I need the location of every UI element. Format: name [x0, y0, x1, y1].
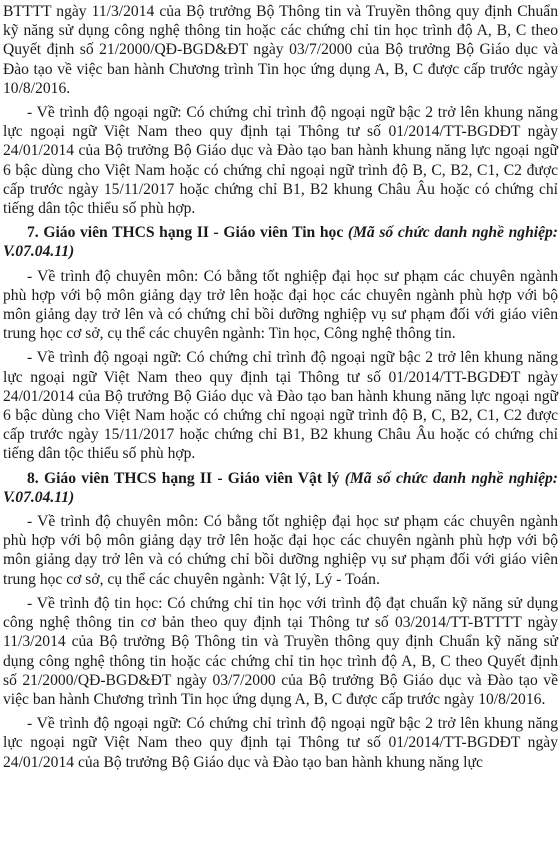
paragraph-professional-requirement-physics: - Về trình độ chuyên môn: Có bằng tốt nghiệp đại học sư phạm các chuyên ngành phù hợp với bộ môn giảng dạy trở lên hoặc đại học các chuyên ngành phù hợp với bộ môn giảng dạy trở lên và có chứng chỉ bồi dưỡng nghiệp vụ sư phạm đối với giáo viên trung học cơ sở, cụ thể các chuyên ngành: Vật lý, Lý - Toán. [3, 513, 558, 588]
section-heading-8-title: 8. Giáo viên THCS hạng II - Giáo viên Vật lý [27, 469, 345, 487]
section-heading-8-code: (Mã số chức danh nghề nghiệp: V.07.04.11) [3, 469, 558, 506]
paragraph-professional-requirement-informatics: - Về trình độ chuyên môn: Có bằng tốt nghiệp đại học sư phạm các chuyên ngành phù hợp với bộ môn giảng dạy trở lên hoặc đại học các chuyên ngành phù hợp với bộ môn giảng dạy trở lên và có chứng chỉ bồi dưỡng nghiệp vụ sư phạm đối với giáo viên trung học cơ sở, cụ thể các chuyên ngành: Tin học, Công nghệ thông tin. [3, 267, 558, 343]
section-heading-7-code: (Mã số chức danh nghề nghiệp: V.07.04.11) [3, 224, 558, 261]
paragraph-foreign-language-requirement: - Về trình độ ngoại ngữ: Có chứng chỉ trình độ ngoại ngữ bậc 2 trở lên khung năng lực ngoại ngữ Việt Nam theo quy định tại Thông tư số 01/2014/TT-BGDĐT ngày 24/01/2014 của Bộ trưởng Bộ Giáo dục và Đào tạo ban hành khung năng lực ngoại ngữ 6 bậc dùng cho Việt Nam hoặc có chứng chỉ ngoại ngữ trình độ B, C, B2, C1, C2 được cấp trước ngày 15/11/2017 hoặc chứng chỉ B1, B2 khung Châu Âu hoặc có chứng chỉ tiếng dân tộc thiểu số phù hợp. [3, 104, 558, 218]
paragraph-foreign-language-requirement-physics: - Về trình độ ngoại ngữ: Có chứng chỉ trình độ ngoại ngữ bậc 2 trở lên khung năng lực ngoại ngữ Việt Nam theo quy định tại Thông tư số 01/2014/TT-BGDĐT ngày 24/01/2014 của Bộ trưởng Bộ Giáo dục và Đào tạo ban hành khung năng lực [3, 715, 558, 771]
section-heading-7-title: 7. Giáo viên THCS hạng II - Giáo viên Tin học [27, 224, 348, 242]
paragraph-foreign-language-requirement-informatics: - Về trình độ ngoại ngữ: Có chứng chỉ trình độ ngoại ngữ bậc 2 trở lên khung năng lực ngoại ngữ Việt Nam theo quy định tại Thông tư số 01/2014/TT-BGDĐT ngày 24/01/2014 của Bộ trưởng Bộ Giáo dục và Đào tạo ban hành khung năng lực ngoại ngữ 6 bậc dùng cho Việt Nam hoặc có chứng chỉ ngoại ngữ trình độ B, C, B2, C1, C2 được cấp trước ngày 15/11/2017 hoặc chứng chỉ B1, B2 khung Châu Âu hoặc có chứng chỉ tiếng dân tộc thiểu số phù hợp. [3, 349, 558, 463]
paragraph-it-continuation: BTTTT ngày 11/3/2014 của Bộ trưởng Bộ Thông tin và Truyền thông quy định Chuẩn kỹ năng sử dụng công nghệ thông tin hoặc các chứng chỉ tin học trình độ A, B, C theo Quyết định số 21/2000/QĐ-BGD&ĐT ngày 03/7/2000 của Bộ trưởng Bộ Giáo dục và Đào tạo về việc ban hành Chương trình Tin học ứng dụng A, B, C được cấp trước ngày 10/8/2016. [3, 3, 558, 97]
paragraph-it-requirement-physics: - Về trình độ tin học: Có chứng chỉ tin học với trình độ đạt chuẩn kỹ năng sử dụng công nghệ thông tin cơ bản theo quy định tại Thông tư số 03/2014/TT-BTTTT ngày 11/3/2014 của Bộ trưởng Bộ Thông tin và Truyền thông quy định Chuẩn kỹ năng sử dụng công nghệ thông tin hoặc các chứng chỉ tin học trình độ A, B, C theo Quyết định số 21/2000/QĐ-BGD&ĐT ngày 03/7/2000 của Bộ trưởng Bộ Giáo dục và Đào tạo về việc ban hành Chương trình Tin học ứng dụng A, B, C được cấp trước ngày 10/8/2016. [3, 594, 558, 708]
section-heading-7 [3, 223, 558, 261]
section-heading-8 [3, 469, 558, 507]
